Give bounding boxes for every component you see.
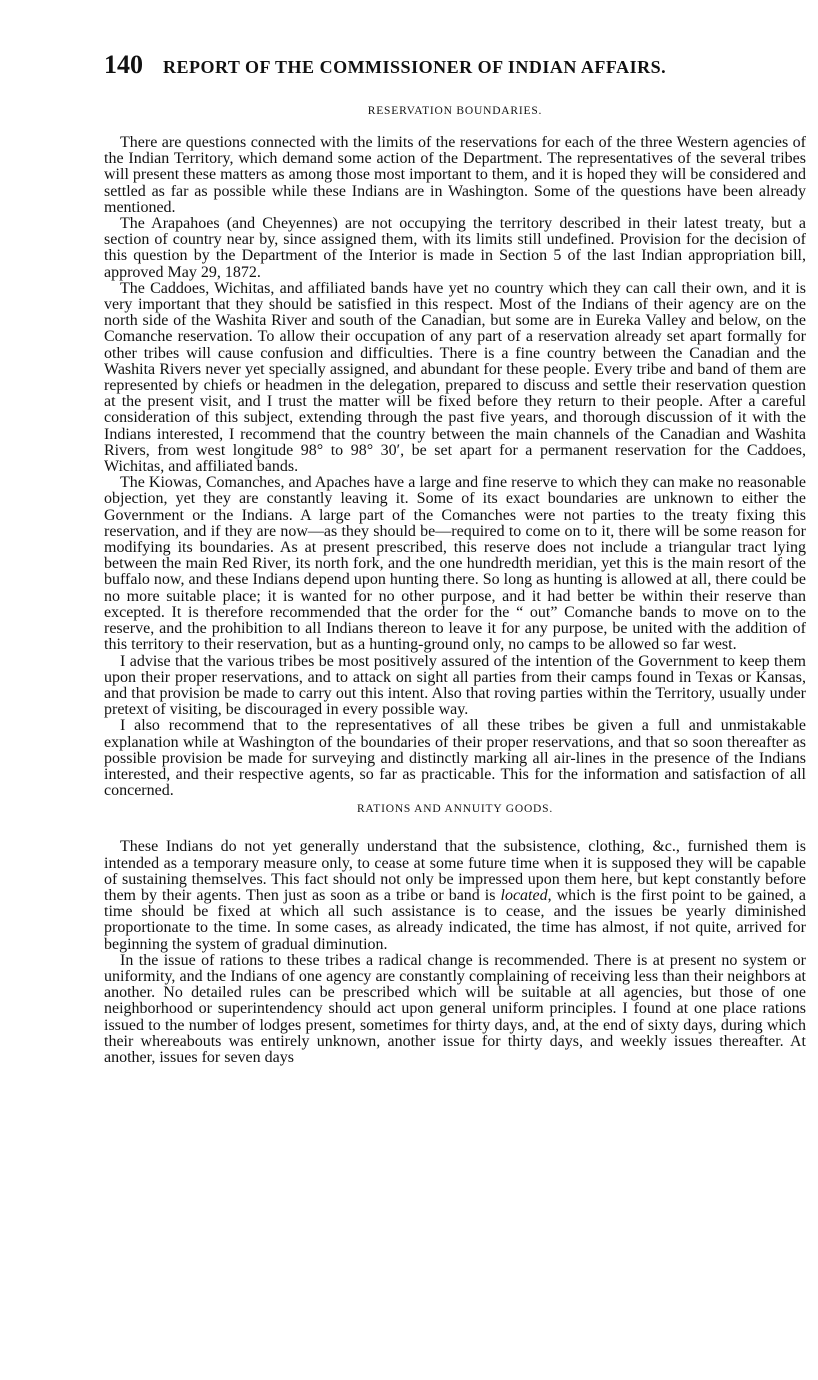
- paragraph: In the issue of rations to these tribes a radical change is recommended. There is at present no system or uniformity, and the Indians of one agency are constantly complaining of receiving less than their neighbors at another. No detailed rules can be prescribed which will be suitable at all agencies, but those of one neighborhood or superintendency should act upon general uniform principles. I found at one place rations issued to the number of lodges present, sometimes for thirty days, and, at the end of sixty days, during which their whereabouts was entirely unknown, another issue for thirty days, and weekly issues thereafter. At another, issues for seven days: [104, 951, 806, 1066]
- paragraph: The Caddoes, Wichitas, and affiliated bands have yet no country which they can call their own, and it is very important that they should be satisfied in this respect. Most of the Indians of their agency are on the north side of the Washita River and south of the Canadian, but some are in Eureka Valley and below, on the Comanche reservation. To allow their occupation of any part of a reservation already set apart formally for other tribes will cause confusion and difficulties. There is a fine country between the Canadian and the Washita Rivers never yet specially assigned, and abundant for these people. Every tribe and band of them are represented by chiefs or headmen in the delegation, prepared to discuss and settle their reservation question at the present visit, and I trust the matter will be fixed before they return to their people. After a careful consideration of this subject, extending through the past five years, and thorough discussion of it with the Indians interested, I recommend that the country between the main channels of the Canadian and Washita Rivers, from west longitude 98° to 98° 30′, be set apart for a permanent reservation for the Caddoes, Wichitas, and affiliated bands.: [104, 279, 806, 476]
- section-heading: RATIONS AND ANNUITY GOODS.: [356, 803, 554, 816]
- paragraph: There are questions connected with the limits of the reservations for each of the three Western agencies of the Indian Territory, which demand some action of the Department. The representatives of the several tribes will present these matters as among those most important to them, and it is hoped they will be considered and settled as far as possible while these Indians are in Washington. Some of the questions have been already mentioned.: [104, 134, 806, 216]
- running-title: REPORT OF THE COMMISSIONER OF INDIAN AFFAIRS.: [163, 57, 667, 77]
- section-rations-and-annuity-goods: [104, 803, 806, 1066]
- page-number: 140: [104, 50, 143, 79]
- paragraph: I also recommend that to the representatives of all these tribes be given a full and unmistakable explanation while at Washington of the boundaries of their proper reservations, and that so soon thereafter as possible provision be made for surveying and distinctly marking all air-lines in the presence of the Indians interested, and their respective agents, so far as practicable. This for the information and satisfaction of all concerned.: [104, 717, 806, 800]
- document-page: [104, 40, 806, 1066]
- paragraph-text: , which is the first point to be gained, a time should be fixed at which all such assistance is to cease, and the issues be yearly diminished proportionate to the time. In some cases, as already indicated, the time has almost, if not quite, arrived for beginning the system of gradual diminution.: [104, 886, 807, 953]
- paragraph: The Kiowas, Comanches, and Apaches have a large and fine reserve to which they can make no reasonable objection, yet they are constantly leaving it. Some of its exact boundaries are unknown to either the Government or the Indians. A large part of the Comanches were not parties to the treaty fixing this reservation, and if they are now—as they should be—required to come on to it, there will be some reason for modifying its boundaries. As at present prescribed, this reserve does not include a triangular tract lying between the main Red River, its north fork, and the one hundredth meridian, yet this is the main resort of the buffalo now, and these Indians depend upon hunting there. So long as hunting is allowed at all, there could be no more suitable place; it is wanted for no other purpose, and it had better be within their reserve than excepted. It is therefore recommended that the order for the “ out” Comanche bands to move on to the reserve, and the prohibition to all Indians thereon to leave it for any purpose, be united with the addition of this territory to their reservation, but as a hunting-ground only, no camps to be allowed so far west.: [104, 474, 806, 654]
- section-heading: RESERVATION BOUNDARIES.: [367, 105, 543, 117]
- paragraph: [104, 839, 806, 952]
- page-header: [104, 50, 806, 90]
- paragraph-text: These Indians do not yet generally understand that the subsistence, clothing, &c., furnished them is intended as a temporary measure only, to cease at some future time when it is supposed they will be capable of sustaining themselves. This fact should not only be impressed upon them here, but kept constantly before them by their agents. Then just as soon as a tribe or band is: [104, 838, 806, 904]
- section-reservation-boundaries: [104, 105, 806, 799]
- paragraph: I advise that the various tribes be most positively assured of the intention of the Government to keep them upon their proper reservations, and to attack on sight all parties from their camps found in Texas or Kansas, and that provision be made to carry out this intent. Also that roving parties within the Territory, usually under pretext of visiting, be discouraged in every possible way.: [104, 652, 806, 719]
- paragraph: The Arapahoes (and Cheyennes) are not occupying the territory described in their latest treaty, but a section of country near by, since assigned them, with its limits still undefined. Provision for the decision of this question by the Department of the Interior is made in Section 5 of the last Indian appropriation bill, approved May 29, 1872.: [104, 215, 806, 281]
- emphasized-word: located: [500, 886, 548, 904]
